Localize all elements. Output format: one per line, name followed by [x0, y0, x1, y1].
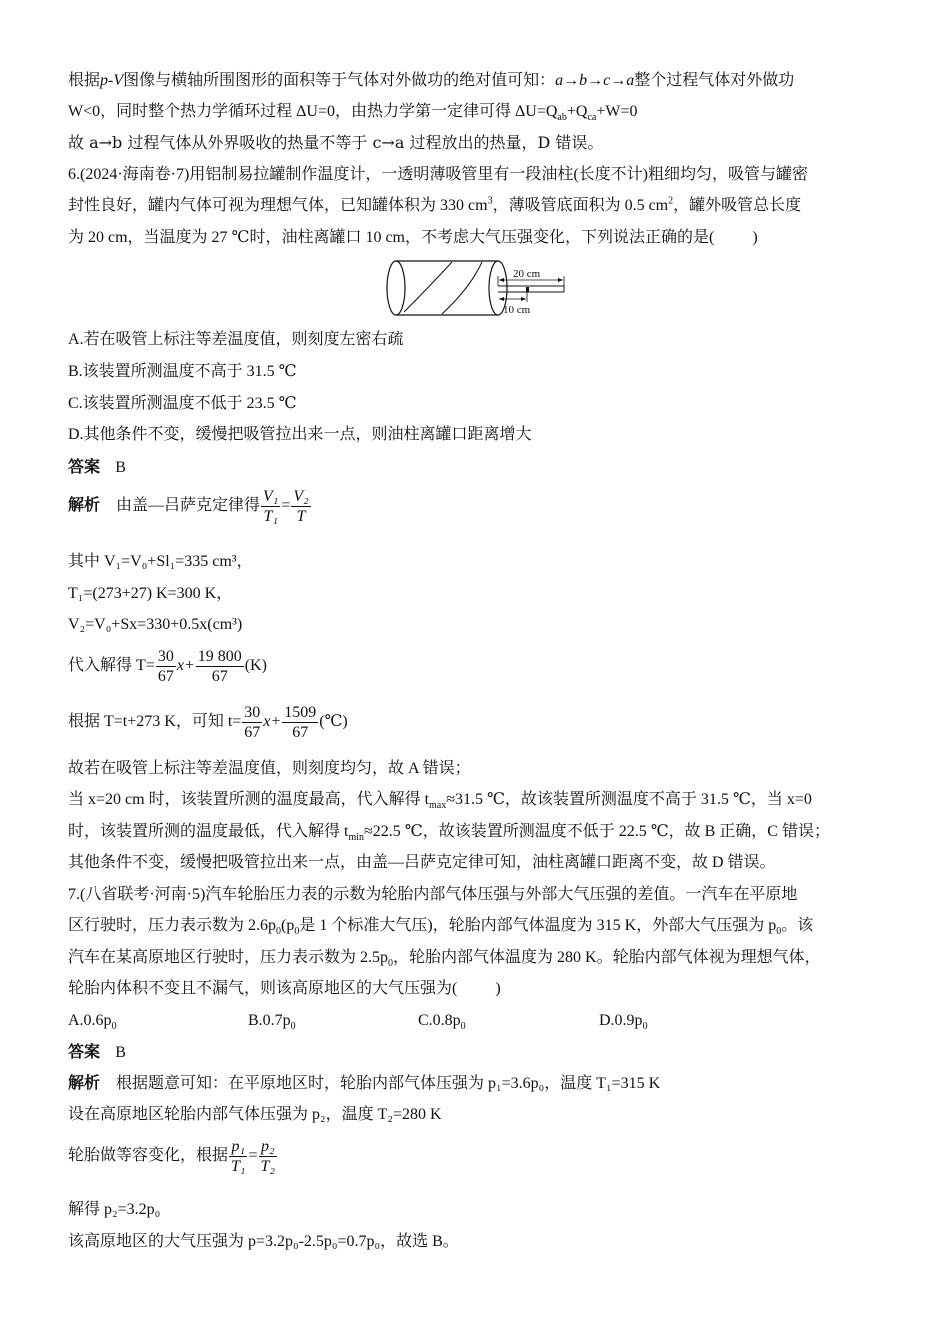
text-line: 当 x=20 cm 时，该装置所测的温度最高，代入解得 $t_{max}\approx 31.5$ ℃，故该装置所测温度不高于 31.5 ℃，当 x=0	[68, 791, 812, 812]
answer-label: 答案	[68, 457, 101, 476]
text-line: 轮胎内体积不变且不漏气，则该高原地区的大气压强为( )	[68, 980, 501, 997]
options-row	[68, 1011, 868, 1033]
text-line: 设在高原地区轮胎内部气体压强为 p₂，温度 T₂=280 K	[68, 1106, 442, 1123]
formula-line: 代入解得 T= $\frac{30}{67}$ x+ $\frac{19 800}{67}$ (K)	[68, 647, 267, 685]
analysis-row: 解析 由盖—吕萨克定律得 $\frac{\text{V₁}}{\text{T₁}}$ = $\frac{\text{V₂}}{T}$	[68, 487, 309, 525]
answer-row	[68, 457, 126, 478]
text-line: 解得 p₂=3.2p₀	[68, 1201, 161, 1218]
text-line: 汽车在某高原地区行驶时，压力表示数为 $2.5p_0$，轮胎内部气体温度为 280 K。轮胎内部气体视为理想气体，	[68, 949, 821, 970]
label-10cm: 10 cm	[503, 304, 531, 316]
option-b: B.该装置所测温度不高于 31.5 ℃	[68, 363, 297, 380]
text-line: 其中 V₁=V₀+Sl₁=335 cm³，	[68, 553, 253, 570]
formula-line: 根据 T=t+273 K，可知 t= $\frac{30}{67}$ x+ $\frac{1509}{67}$ (℃)	[68, 703, 348, 741]
text-line: V₂=V₀+Sx=330+0.5x(cm³)	[68, 616, 243, 633]
answer-value: B	[115, 1044, 126, 1061]
answer-label: 答案	[68, 1042, 101, 1061]
option-d: $D.0.9p_0$	[599, 1012, 648, 1033]
option-d: D.其他条件不变，缓慢把吸管拉出来一点，则油柱离罐口距离增大	[68, 426, 532, 443]
text-line: 该高原地区的大气压强为 p=3.2p₀-2.5p₀=0.7p₀，故选 B。	[68, 1233, 459, 1250]
can-thermometer-figure	[382, 256, 572, 320]
option-a: A.若在吸管上标注等差温度值，则刻度左密右疏	[68, 331, 404, 348]
text-line: 故若在吸管上标注等差温度值，则刻度均匀，故 A 错误；	[68, 760, 471, 777]
text-line: 区行驶时，压力表示数为 $2.6p_0(p_0$是 1 个标准大气压)，轮胎内部气体温度为 315 K，外部大气压强为 $p_0$。该	[68, 917, 814, 938]
text-line: W<0，同时整个热力学循环过程 ΔU=0，由热力学第一定律可得 $\Delta U=Q_{ab}+Q_{ca}+W=0$	[68, 103, 638, 124]
text-line: 为 20 cm，当温度为 27 ℃时，油柱离罐口 10 cm，不考虑大气压强变化，下列说法正确的是( )	[68, 229, 758, 246]
text-line: 封性良好，罐内气体可视为理想气体，已知罐体积为 330 $cm^3$，薄吸管底面积为 0.5 $cm^2$，罐外吸管总长度	[68, 195, 802, 214]
text-line: 根据p-V图像与横轴所围图形的面积等于气体对外做功的绝对值可知：a→b→c→a整个过程气体对外做功	[68, 70, 795, 89]
text-line: 时，该装置所测的温度最低，代入解得 $t_{min}\approx 22.5$ ℃，故该装置所测温度不低于 22.5 ℃，故 B 正确，C 错误；	[68, 823, 830, 844]
answer-row	[68, 1042, 126, 1063]
question-7-stem: 7.(八省联考·河南·5)汽车轮胎压力表的示数为轮胎内部气体压强与外部大气压强的差值。一汽车在平原地	[68, 886, 798, 903]
option-c: $C.0.8p_0$	[418, 1012, 466, 1033]
text-line: T₁=(273+27) K=300 K，	[68, 585, 233, 602]
option-c: C.该装置所测温度不低于 23.5 ℃	[68, 395, 297, 412]
label-20cm: 20 cm	[513, 268, 541, 280]
option-b: $B.0.7p_0$	[248, 1012, 296, 1033]
question-6-stem: 6.(2024·海南卷·7)用铝制易拉罐制作温度计，一透明薄吸管里有一段油柱(长度不计)粗细均匀，吸管与罐密	[68, 166, 808, 183]
formula-line: 轮胎做等容变化，根据 $\frac{\text{p₁}}{\text{T₁}}$ = $\frac{\text{p₂}}{\text{T₂}}$	[68, 1137, 275, 1175]
analysis-row: 解析 根据题意可知：在平原地区时，轮胎内部气体压强为 p₁=3.6p₀，温度 T₁=315 K	[68, 1075, 661, 1092]
option-a: $A.0.6p_0$	[68, 1012, 117, 1033]
answer-value: B	[115, 459, 126, 476]
analysis-label: 解析	[68, 497, 101, 514]
analysis-label: 解析	[68, 1075, 101, 1092]
text-line: 故 a→b 过程气体从外界吸收的热量不等于 c→a 过程放出的热量，D 错误。	[68, 133, 604, 152]
text-line: 其他条件不变，缓慢把吸管拉出来一点，由盖—吕萨克定律可知，油柱离罐口距离不变，故 D 错误。	[68, 854, 776, 871]
